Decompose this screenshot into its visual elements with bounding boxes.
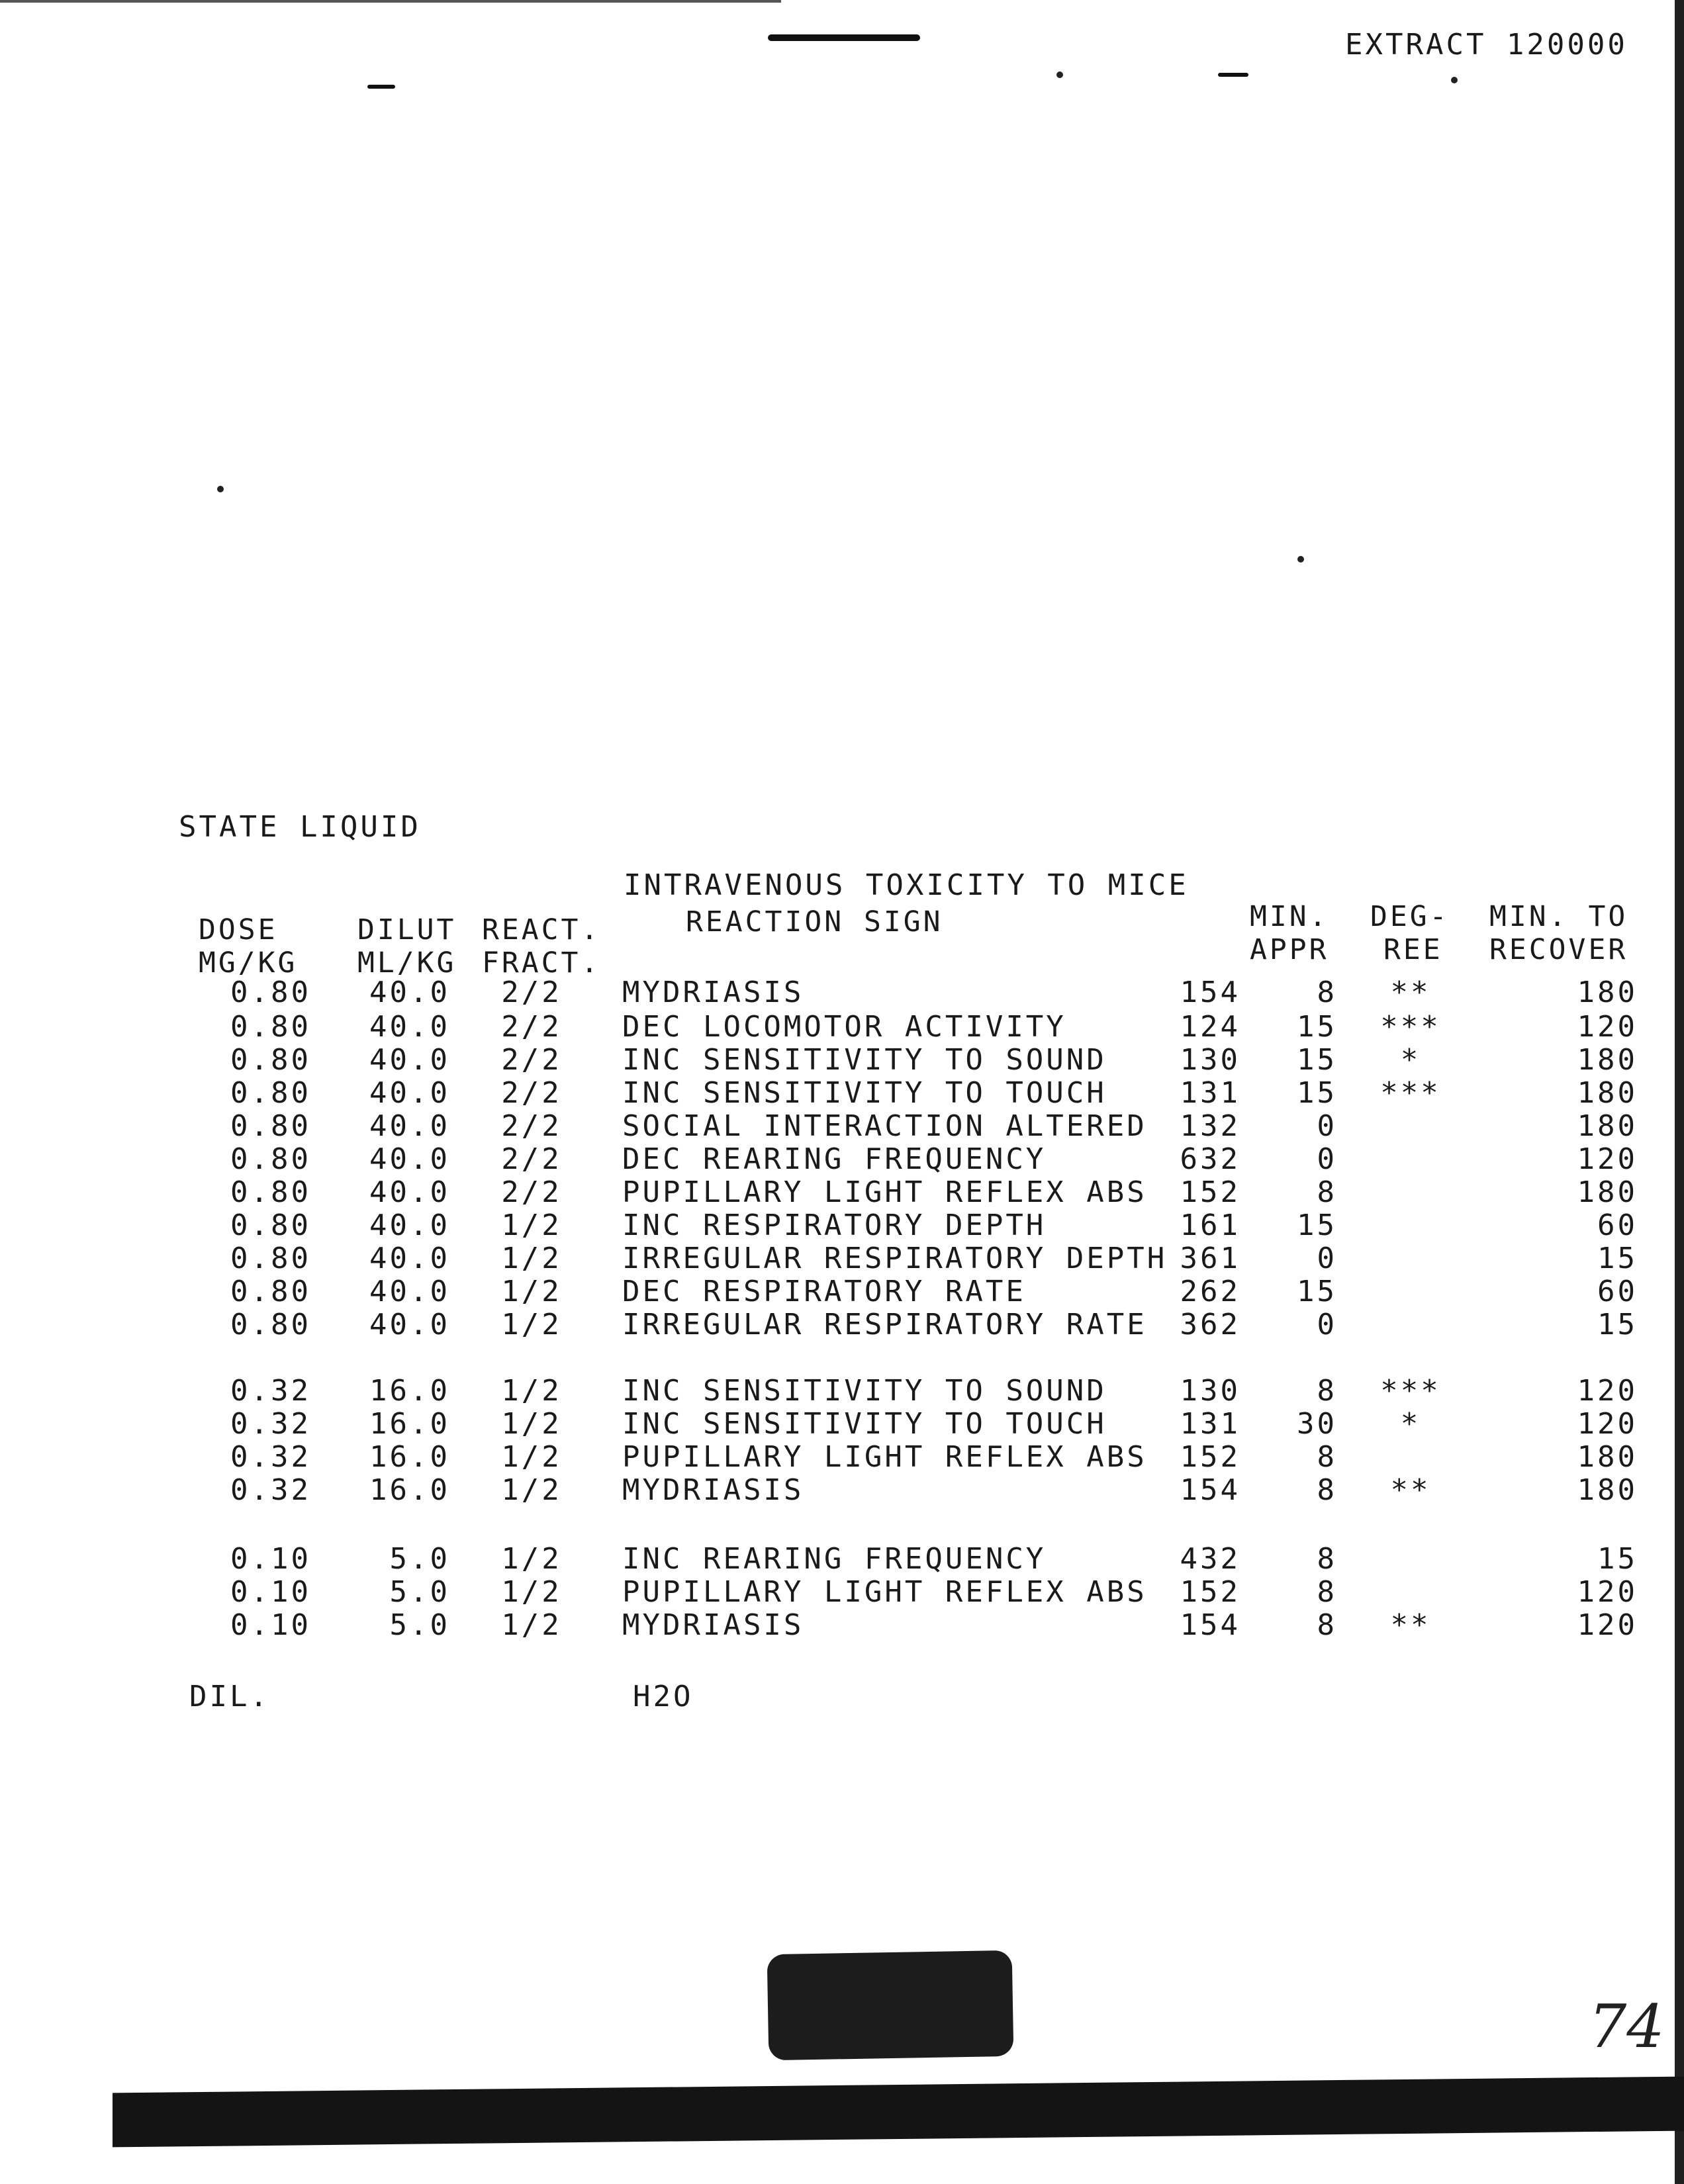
cell-min-to-recover: 120 <box>1577 1407 1638 1441</box>
cell-dilut: 5.0 <box>389 1542 450 1576</box>
cell-dilut: 40.0 <box>369 1043 450 1077</box>
cell-code: 152 <box>1180 1575 1240 1609</box>
cell-dilut: 40.0 <box>369 976 450 1009</box>
cell-dilut: 40.0 <box>369 1308 450 1342</box>
cell-fract: 2/2 <box>501 1076 562 1110</box>
cell-fract: 2/2 <box>501 976 562 1009</box>
cell-code: 130 <box>1180 1043 1240 1077</box>
cell-dose: 0.80 <box>230 1010 311 1044</box>
cell-code: 161 <box>1180 1208 1240 1242</box>
cell-dose: 0.80 <box>230 1142 311 1176</box>
cell-min-appr: 8 <box>1317 1542 1337 1576</box>
scan-mark <box>768 34 920 41</box>
cell-code: 154 <box>1180 976 1240 1009</box>
cell-fract: 1/2 <box>501 1608 562 1642</box>
cell-dose: 0.32 <box>230 1440 311 1474</box>
cell-fract: 1/2 <box>501 1374 562 1408</box>
dilution-value: H2O <box>633 1680 694 1713</box>
cell-dilut: 40.0 <box>369 1175 450 1209</box>
cell-reaction-sign: SOCIAL INTERACTION ALTERED <box>622 1109 1147 1143</box>
col-react-line2: FRACT. <box>482 946 601 979</box>
cell-code: 632 <box>1180 1142 1240 1176</box>
cell-reaction-sign: INC REARING FREQUENCY <box>622 1542 1047 1576</box>
cell-dose: 0.10 <box>230 1608 311 1642</box>
state-label: STATE LIQUID <box>179 810 421 844</box>
cell-fract: 1/2 <box>501 1407 562 1441</box>
cell-dose: 0.80 <box>230 1175 311 1209</box>
cell-degree: ** <box>1390 1473 1431 1507</box>
cell-min-appr: 8 <box>1317 1608 1337 1642</box>
cell-degree: * <box>1400 1407 1421 1441</box>
cell-code: 432 <box>1180 1542 1240 1576</box>
cell-fract: 1/2 <box>501 1542 562 1576</box>
col-degree-line1: DEG- <box>1370 900 1450 933</box>
cell-min-appr: 8 <box>1317 1473 1337 1507</box>
cell-min-appr: 15 <box>1297 1043 1337 1077</box>
cell-fract: 2/2 <box>501 1109 562 1143</box>
handwritten-page-number: 74 <box>1589 1992 1665 2062</box>
col-recover-line1: MIN. TO <box>1489 900 1628 933</box>
scan-dot <box>217 486 224 492</box>
cell-min-appr: 8 <box>1317 1374 1337 1408</box>
scan-mark <box>1218 73 1248 77</box>
cell-min-to-recover: 180 <box>1577 1175 1638 1209</box>
cell-reaction-sign: PUPILLARY LIGHT REFLEX ABS <box>622 1575 1147 1609</box>
cell-degree: *** <box>1380 1010 1441 1044</box>
cell-dose: 0.80 <box>230 1208 311 1242</box>
cell-min-appr: 15 <box>1297 1275 1337 1308</box>
cell-fract: 1/2 <box>501 1242 562 1275</box>
cell-min-to-recover: 120 <box>1577 1374 1638 1408</box>
cell-min-to-recover: 120 <box>1577 1575 1638 1609</box>
cell-min-to-recover: 15 <box>1597 1308 1638 1342</box>
cell-dose: 0.80 <box>230 1242 311 1275</box>
cell-dilut: 40.0 <box>369 1010 450 1044</box>
cell-dilut: 16.0 <box>369 1407 450 1441</box>
cell-dose: 0.80 <box>230 1076 311 1110</box>
cell-code: 132 <box>1180 1109 1240 1143</box>
col-recover-line2: RECOVER <box>1489 933 1628 966</box>
cell-code: 154 <box>1180 1608 1240 1642</box>
cell-min-appr: 15 <box>1297 1076 1337 1110</box>
cell-fract: 1/2 <box>501 1575 562 1609</box>
table-title: INTRAVENOUS TOXICITY TO MICE <box>624 868 1189 902</box>
col-min-appr-line1: MIN. <box>1250 900 1329 933</box>
cell-reaction-sign: MYDRIASIS <box>622 1473 804 1507</box>
cell-reaction-sign: INC SENSITIVITY TO SOUND <box>622 1043 1107 1077</box>
cell-fract: 1/2 <box>501 1440 562 1474</box>
scan-bottom-band <box>113 2077 1684 2148</box>
cell-min-to-recover: 180 <box>1577 976 1638 1009</box>
col-react-line1: REACT. <box>482 913 601 946</box>
cell-reaction-sign: INC RESPIRATORY DEPTH <box>622 1208 1047 1242</box>
cell-fract: 2/2 <box>501 1142 562 1176</box>
cell-min-to-recover: 60 <box>1597 1208 1638 1242</box>
cell-code: 152 <box>1180 1440 1240 1474</box>
cell-dilut: 16.0 <box>369 1374 450 1408</box>
cell-dose: 0.10 <box>230 1575 311 1609</box>
redaction-smudge <box>767 1950 1014 2060</box>
cell-dose: 0.32 <box>230 1374 311 1408</box>
cell-fract: 1/2 <box>501 1308 562 1342</box>
cell-dilut: 16.0 <box>369 1440 450 1474</box>
cell-min-appr: 8 <box>1317 1175 1337 1209</box>
cell-min-appr: 8 <box>1317 1440 1337 1474</box>
cell-dilut: 40.0 <box>369 1242 450 1275</box>
cell-code: 361 <box>1180 1242 1240 1275</box>
cell-dose: 0.10 <box>230 1542 311 1576</box>
cell-min-appr: 30 <box>1297 1407 1337 1441</box>
cell-reaction-sign: DEC LOCOMOTOR ACTIVITY <box>622 1010 1066 1044</box>
cell-degree: *** <box>1380 1076 1441 1110</box>
cell-min-to-recover: 120 <box>1577 1608 1638 1642</box>
cell-min-to-recover: 15 <box>1597 1242 1638 1275</box>
cell-dose: 0.80 <box>230 976 311 1009</box>
cell-min-appr: 8 <box>1317 976 1337 1009</box>
cell-reaction-sign: DEC RESPIRATORY RATE <box>622 1275 1026 1308</box>
scan-edge-right <box>1675 0 1684 2184</box>
cell-dilut: 5.0 <box>389 1608 450 1642</box>
scan-dot <box>1297 556 1304 563</box>
cell-code: 362 <box>1180 1308 1240 1342</box>
cell-reaction-sign: DEC REARING FREQUENCY <box>622 1142 1047 1176</box>
cell-dilut: 5.0 <box>389 1575 450 1609</box>
cell-min-to-recover: 180 <box>1577 1043 1638 1077</box>
extract-id: EXTRACT 120000 <box>1345 28 1628 62</box>
cell-fract: 1/2 <box>501 1208 562 1242</box>
cell-degree: ** <box>1390 976 1431 1009</box>
cell-reaction-sign: PUPILLARY LIGHT REFLEX ABS <box>622 1175 1147 1209</box>
cell-code: 131 <box>1180 1407 1240 1441</box>
cell-fract: 2/2 <box>501 1043 562 1077</box>
cell-dose: 0.80 <box>230 1308 311 1342</box>
col-reaction-sign: REACTION SIGN <box>686 905 943 938</box>
cell-min-appr: 0 <box>1317 1242 1337 1275</box>
cell-fract: 2/2 <box>501 1010 562 1044</box>
cell-dilut: 16.0 <box>369 1473 450 1507</box>
cell-min-to-recover: 60 <box>1597 1275 1638 1308</box>
cell-min-to-recover: 15 <box>1597 1542 1638 1576</box>
cell-dose: 0.80 <box>230 1109 311 1143</box>
cell-code: 154 <box>1180 1473 1240 1507</box>
cell-min-appr: 15 <box>1297 1010 1337 1044</box>
cell-fract: 1/2 <box>501 1473 562 1507</box>
cell-code: 124 <box>1180 1010 1240 1044</box>
cell-dilut: 40.0 <box>369 1076 450 1110</box>
cell-reaction-sign: MYDRIASIS <box>622 976 804 1009</box>
cell-min-appr: 0 <box>1317 1142 1337 1176</box>
cell-reaction-sign: IRREGULAR RESPIRATORY RATE <box>622 1308 1147 1342</box>
col-dilut-line2: ML/KG <box>357 946 457 979</box>
cell-degree: * <box>1400 1043 1421 1077</box>
cell-code: 130 <box>1180 1374 1240 1408</box>
cell-dose: 0.32 <box>230 1473 311 1507</box>
cell-min-appr: 0 <box>1317 1308 1337 1342</box>
cell-min-to-recover: 120 <box>1577 1010 1638 1044</box>
cell-dose: 0.80 <box>230 1043 311 1077</box>
cell-min-to-recover: 180 <box>1577 1440 1638 1474</box>
cell-reaction-sign: MYDRIASIS <box>622 1608 804 1642</box>
cell-dilut: 40.0 <box>369 1275 450 1308</box>
cell-min-to-recover: 180 <box>1577 1473 1638 1507</box>
scan-dot <box>1056 71 1063 78</box>
col-min-appr-line2: APPR <box>1250 933 1329 966</box>
cell-dilut: 40.0 <box>369 1208 450 1242</box>
cell-code: 262 <box>1180 1275 1240 1308</box>
scan-dot <box>1451 77 1458 83</box>
col-dose-line1: DOSE <box>199 913 278 946</box>
cell-min-to-recover: 120 <box>1577 1142 1638 1176</box>
cell-dilut: 40.0 <box>369 1109 450 1143</box>
scan-mark <box>367 85 395 89</box>
cell-dose: 0.80 <box>230 1275 311 1308</box>
cell-min-appr: 8 <box>1317 1575 1337 1609</box>
cell-degree: *** <box>1380 1374 1441 1408</box>
cell-dilut: 40.0 <box>369 1142 450 1176</box>
cell-min-appr: 15 <box>1297 1208 1337 1242</box>
cell-code: 131 <box>1180 1076 1240 1110</box>
cell-min-to-recover: 180 <box>1577 1109 1638 1143</box>
cell-reaction-sign: PUPILLARY LIGHT REFLEX ABS <box>622 1440 1147 1474</box>
col-degree-line2: REE <box>1383 933 1443 966</box>
cell-fract: 1/2 <box>501 1275 562 1308</box>
cell-fract: 2/2 <box>501 1175 562 1209</box>
cell-code: 152 <box>1180 1175 1240 1209</box>
cell-dose: 0.32 <box>230 1407 311 1441</box>
cell-reaction-sign: INC SENSITIVITY TO TOUCH <box>622 1407 1107 1441</box>
cell-reaction-sign: IRREGULAR RESPIRATORY DEPTH <box>622 1242 1168 1275</box>
scan-edge-top <box>0 0 781 3</box>
dilution-label: DIL. <box>189 1680 270 1713</box>
cell-reaction-sign: INC SENSITIVITY TO SOUND <box>622 1374 1107 1408</box>
col-dose-line2: MG/KG <box>199 946 298 979</box>
cell-min-to-recover: 180 <box>1577 1076 1638 1110</box>
cell-reaction-sign: INC SENSITIVITY TO TOUCH <box>622 1076 1107 1110</box>
cell-min-appr: 0 <box>1317 1109 1337 1143</box>
col-dilut-line1: DILUT <box>357 913 457 946</box>
cell-degree: ** <box>1390 1608 1431 1642</box>
